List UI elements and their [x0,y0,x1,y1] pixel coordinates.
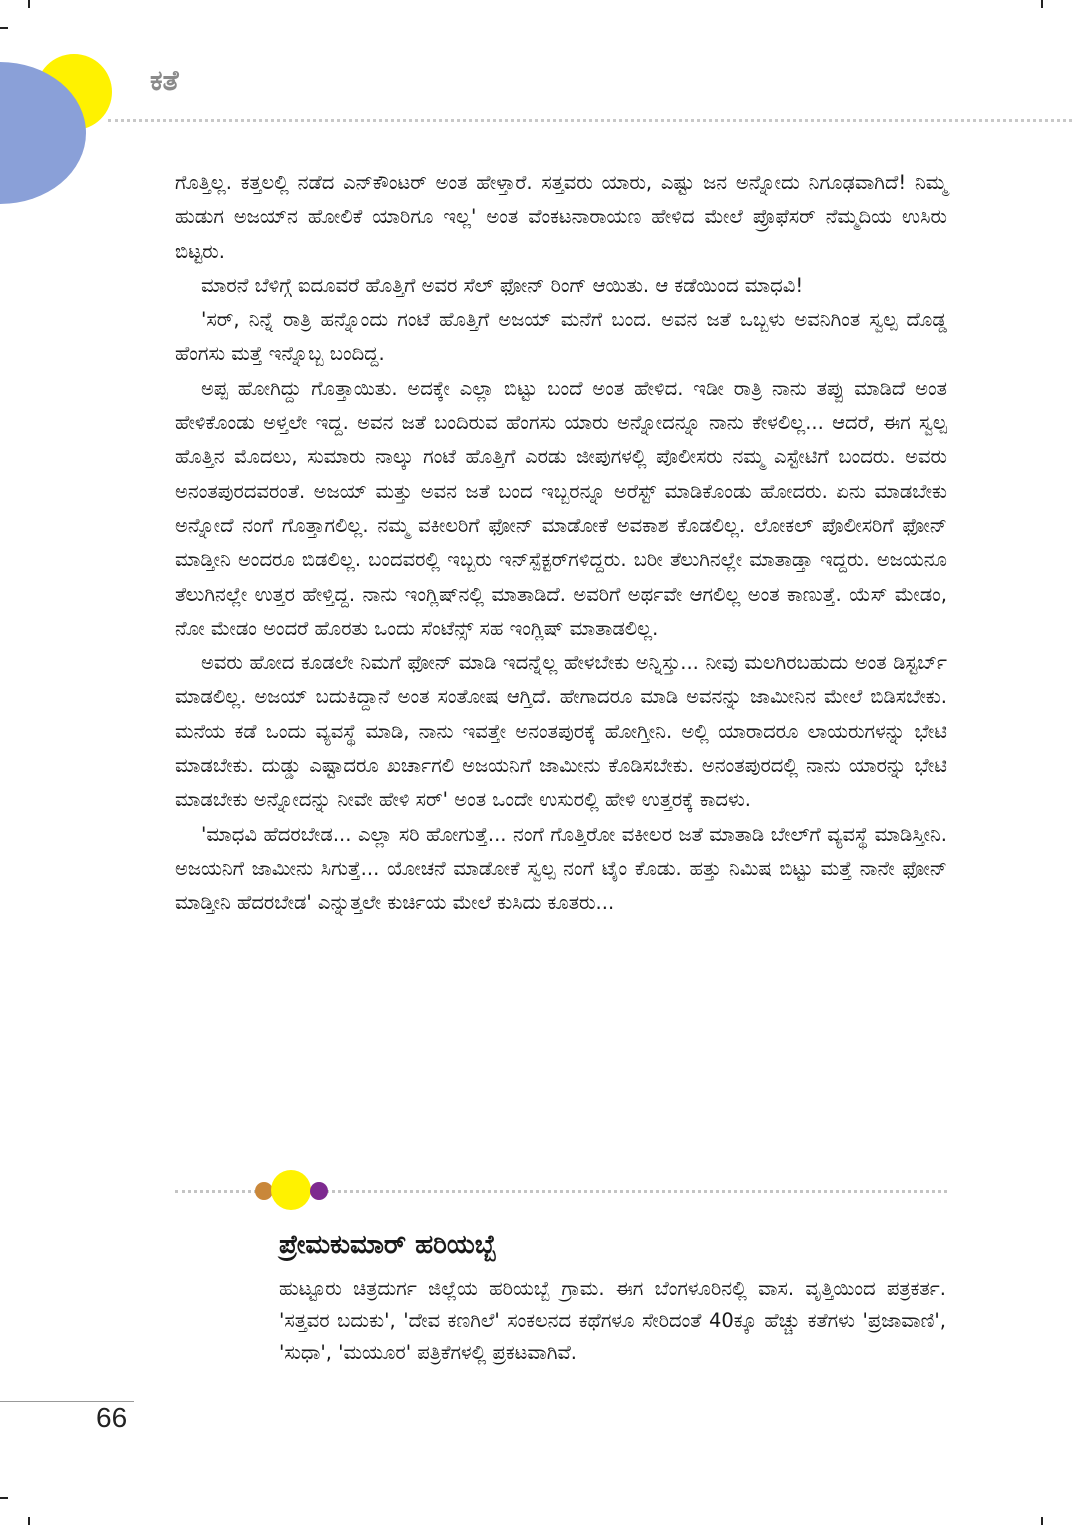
story-paragraph: ಅವರು ಹೋದ ಕೂಡಲೇ ನಿಮಗೆ ಫೋನ್ ಮಾಡಿ ಇದನ್ನೆಲ್ಲ ಹೇಳಬೇಕು ಅನ್ನಿಸ್ತು... ನೀವು ಮಲಗಿರಬಹುದು ಅಂತ ಡಿಸ್ಟರ್ಬ್ ಮಾಡಲಿಲ್ಲ. ಅಜಯ್ ಬದುಕಿದ್ದಾನೆ ಅಂತ ಸಂತೋಷ ಆಗ್ತಿದೆ. ಹೇಗಾದರೂ ಮಾಡಿ ಅವನನ್ನು ಜಾಮೀನಿನ ಮೇಲೆ ಬಿಡಿಸಬೇಕು. ಮನೆಯ ಕಡೆ ಒಂದು ವ್ಯವಸ್ಥೆ ಮಾಡಿ, ನಾನು ಇವತ್ತೇ ಅನಂತಪುರಕ್ಕೆ ಹೋಗ್ತೀನಿ. ಅಲ್ಲಿ ಯಾರಾದರೂ ಲಾಯರುಗಳನ್ನು ಭೇಟಿ ಮಾಡಬೇಕು. ದುಡ್ಡು ಎಷ್ಟಾದರೂ ಖರ್ಚಾಗಲಿ ಅಜಯನಿಗೆ ಜಾಮೀನು ಕೊಡಿಸಬೇಕು. ಅನಂತಪುರದಲ್ಲಿ ನಾನು ಯಾರನ್ನು ಭೇಟಿ ಮಾಡಬೇಕು ಅನ್ನೋದನ್ನು ನೀವೇ ಹೇಳಿ ಸರ್' ಅಂತ ಒಂದೇ ಉಸುರಲ್ಲಿ ಹೇಳಿ ಉತ್ತರಕ್ಕೆ ಕಾದಳು. [175,651,947,812]
author-name: ಪ್ರೇಮಕುಮಾರ್ ಹರಿಯಬ್ಬೆ [279,1230,497,1260]
story-paragraph: 'ಮಾಧವಿ ಹೆದರಬೇಡ... ಎಲ್ಲಾ ಸರಿ ಹೋಗುತ್ತೆ... ನಂಗೆ ಗೊತ್ತಿರೋ ವಕೀಲರ ಜತೆ ಮಾತಾಡಿ ಬೇಲ್‌ಗೆ ವ್ಯವಸ್ಥೆ ಮಾಡಿಸ್ತೀನಿ. ಅಜಯನಿಗೆ ಜಾಮೀನು ಸಿಗುತ್ತೆ... ಯೋಚನೆ ಮಾಡೋಕೆ ಸ್ವಲ್ಪ ನಂಗೆ ಟೈಂ ಕೊಡು. ಹತ್ತು ನಿಮಿಷ ಬಿಟ್ಟು ಮತ್ತೆ ನಾನೇ ಫೋನ್ ಮಾಡ್ತೀನಿ ಹೆದರಬೇಡ' ಎನ್ನುತ್ತಲೇ ಕುರ್ಚಿಯ ಮೇಲೆ ಕುಸಿದು ಕೂತರು... [175,822,947,915]
crop-mark-top-right [1041,0,1043,8]
story-paragraph: ಮಾರನೆ ಬೆಳಿಗ್ಗೆ ಐದೂವರೆ ಹೊತ್ತಿಗೆ ಅವರ ಸೆಲ್ ಫೋನ್ ರಿಂಗ್ ಆಯಿತು. ಆ ಕಡೆಯಿಂದ ಮಾಧವಿ! [201,273,804,297]
story-paragraph: ಗೊತ್ತಿಲ್ಲ. ಕತ್ತಲಲ್ಲಿ ನಡೆದ ಎನ್‌ಕೌಂಟರ್ ಅಂತ ಹೇಳ್ತಾರೆ. ಸತ್ತವರು ಯಾರು, ಎಷ್ಟು ಜನ ಅನ್ನೋದು ನಿಗೂಢವಾಗಿದೆ! ನಿಮ್ಮ ಹುಡುಗ ಅಜಯ್‌ನ ಹೋಲಿಕೆ ಯಾರಿಗೂ ಇಲ್ಲ' ಅಂತ ವೆಂಕಟನಾರಾಯಣ ಹೇಳಿದ ಮೇಲೆ ಪ್ರೊಫೆಸರ್ ನೆಮ್ಮದಿಯ ಉಸಿರು ಬಿಟ್ಟರು. [175,171,947,263]
header-dotted-rule [108,119,1072,122]
divider-purple-dot [310,1182,328,1200]
story-paragraph: ಅಪ್ಪ ಹೋಗಿದ್ದು ಗೊತ್ತಾಯಿತು. ಅದಕ್ಕೇ ಎಲ್ಲಾ ಬಿಟ್ಟು ಬಂದೆ ಅಂತ ಹೇಳಿದ. ಇಡೀ ರಾತ್ರಿ ನಾನು ತಪ್ಪು ಮಾಡಿದೆ ಅಂತ ಹೇಳಿಕೊಂಡು ಅಳ್ತಲೇ ಇದ್ದ. ಅವನ ಜತೆ ಬಂದಿರುವ ಹೆಂಗಸು ಯಾರು ಅನ್ನೋದನ್ನೂ ನಾನು ಕೇಳಲಿಲ್ಲ... ಆದರೆ, ಈಗ ಸ್ವಲ್ಪ ಹೊತ್ತಿನ ಮೊದಲು, ಸುಮಾರು ನಾಲ್ಕು ಗಂಟೆ ಹೊತ್ತಿಗೆ ಎರಡು ಜೀಪುಗಳಲ್ಲಿ ಪೊಲೀಸರು ನಮ್ಮ ಎಸ್ಟೇಟಿಗೆ ಬಂದರು. ಅವರು ಅನಂತಪುರದವರಂತೆ. ಅಜಯ್ ಮತ್ತು ಅವನ ಜತೆ ಬಂದ ಇಬ್ಬರನ್ನೂ ಅರೆಸ್ಟ್ ಮಾಡಿಕೊಂಡು ಹೋದರು. ಏನು ಮಾಡಬೇಕು ಅನ್ನೋದೆ ನಂಗೆ ಗೊತ್ತಾಗಲಿಲ್ಲ. ನಮ್ಮ ವಕೀಲರಿಗೆ ಫೋನ್ ಮಾಡೋಕೆ ಅವಕಾಶ ಕೊಡಲಿಲ್ಲ. ಲೋಕಲ್ ಪೊಲೀಸರಿಗೆ ಫೋನ್ ಮಾಡ್ತೀನಿ ಅಂದರೂ ಬಿಡಲಿಲ್ಲ. ಬಂದವರಲ್ಲಿ ಇಬ್ಬರು ಇನ್‌ಸ್ಪೆಕ್ಟರ್‌ಗಳಿದ್ದರು. ಬರೀ ತೆಲುಗಿನಲ್ಲೇ ಮಾತಾಡ್ತಾ ಇದ್ದರು. ಅಜಯನೂ ತೆಲುಗಿನಲ್ಲೇ ಉತ್ತರ ಹೇಳ್ತಿದ್ದ. ನಾನು ಇಂಗ್ಲಿಷ್‌ನಲ್ಲಿ ಮಾತಾಡಿದೆ. ಅವರಿಗೆ ಅರ್ಥವೇ ಆಗಲಿಲ್ಲ ಅಂತ ಕಾಣುತ್ತೆ. ಯೆಸ್ ಮೇಡಂ, ನೋ ಮೇಡಂ ಅಂದರೆ ಹೊರತು ಒಂದು ಸೆಂಟೆನ್ಸ್ ಸಹ ಇಂಗ್ಲಿಷ್ ಮಾತಾಡಲಿಲ್ಲ. [175,376,947,640]
crop-mark-top-left [28,0,30,8]
section-title: ಕತೆ [150,64,179,97]
crop-mark-left-upper [0,27,8,29]
crop-mark-left-lower [0,1497,8,1499]
divider-yellow-dot [271,1170,311,1210]
crop-mark-bottom-left [28,1517,30,1525]
crop-mark-bottom-right [1041,1517,1043,1525]
story-paragraph: 'ಸರ್, ನಿನ್ನೆ ರಾತ್ರಿ ಹನ್ನೊಂದು ಗಂಟೆ ಹೊತ್ತಿಗೆ ಅಜಯ್ ಮನೆಗೆ ಬಂದ. ಅವನ ಜತೆ ಒಬ್ಬಳು ಅವನಿಗಿಂತ ಸ್ವಲ್ಪ ದೊಡ್ಡ ಹೆಂಗಸು ಮತ್ತೆ ಇನ್ನೊಬ್ಬ ಬಂದಿದ್ದ. [175,308,947,366]
section-divider [175,1170,947,1214]
story-body [175,166,947,921]
page-number: 66 [96,1402,128,1433]
author-bio: ಹುಟ್ಟೂರು ಚಿತ್ರದುರ್ಗ ಜಿಲ್ಲೆಯ ಹರಿಯಬ್ಬೆ ಗ್ರಾಮ. ಈಗ ಬೆಂಗಳೂರಿನಲ್ಲಿ ವಾಸ. ವೃತ್ತಿಯಿಂದ ಪತ್ರಕರ್ತ. 'ಸತ್ತವರ ಬದುಕು', 'ದೇವ ಕಣಗಿಲೆ' ಸಂಕಲನದ ಕಥೆಗಳೂ ಸೇರಿದಂತೆ 40ಕ್ಕೂ ಹೆಚ್ಚು ಕತೆಗಳು 'ಪ್ರಜಾವಾಣಿ', 'ಸುಧಾ', 'ಮಯೂರ' ಪತ್ರಿಕೆಗಳಲ್ಲಿ ಪ್ರಕಟವಾಗಿವೆ. [279,1277,946,1364]
